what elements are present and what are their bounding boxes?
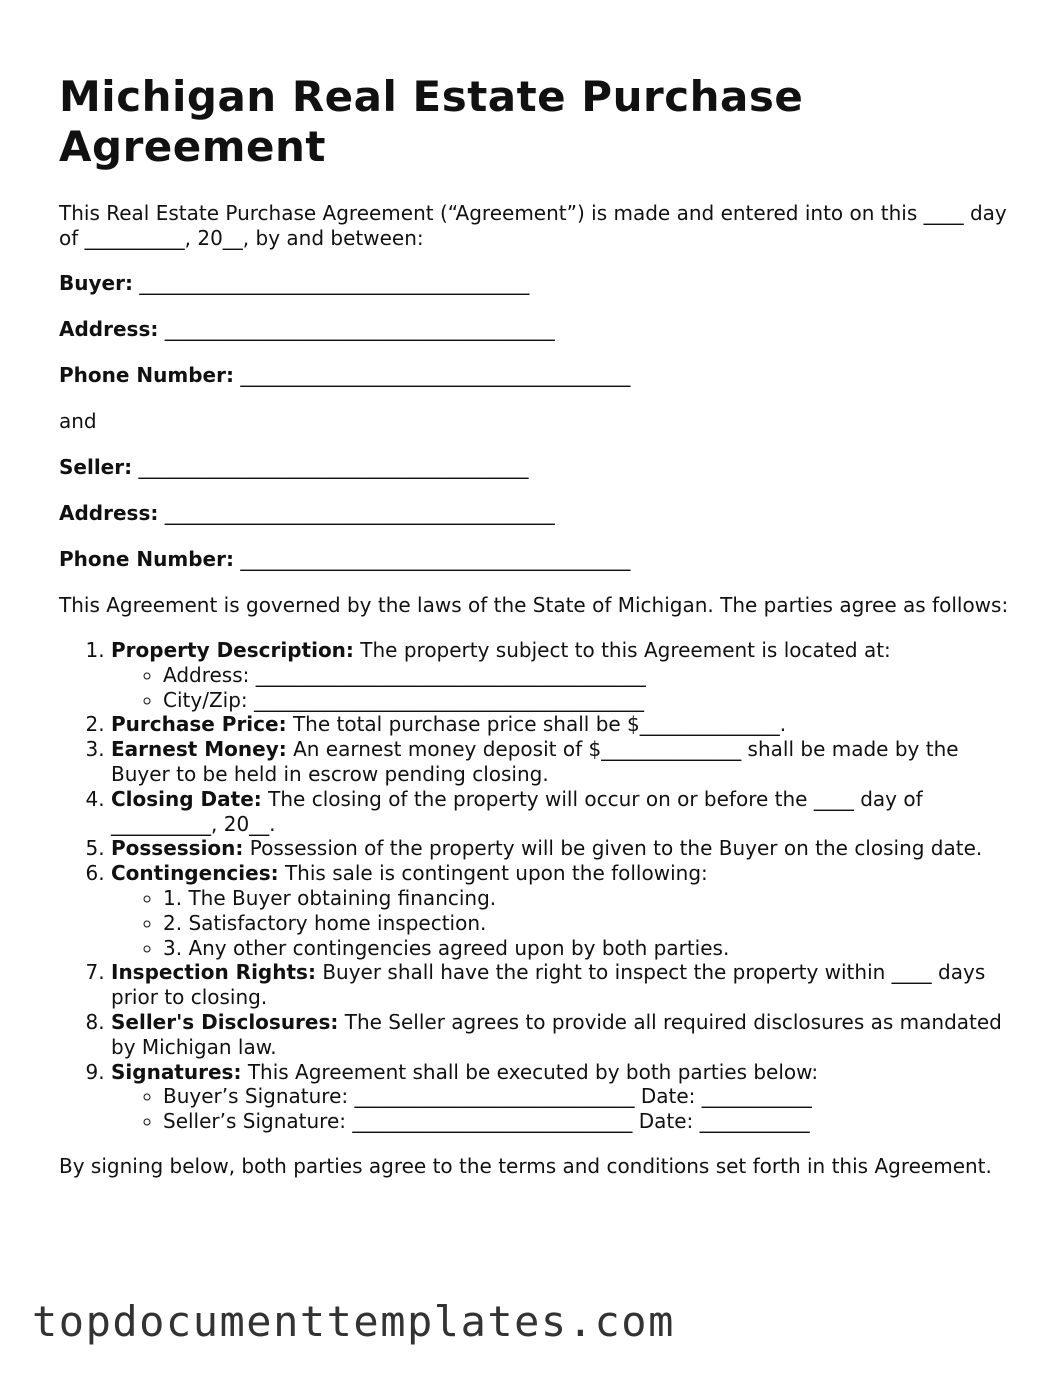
term-heading: Inspection Rights:: [111, 960, 316, 985]
page-title: Michigan Real Estate Purchase Agreement: [59, 72, 804, 171]
term-property-description: [111, 638, 1009, 712]
term-text: An earnest money deposit of $______________ shall be made by the Buyer to be held in escrow pending closing.: [111, 737, 959, 786]
term-heading: Contingencies:: [111, 861, 279, 886]
seller-signature-line: ◦ Seller’s Signature: ____________________________ Date: ___________: [163, 1109, 1009, 1134]
property-address-line: ◦ Address: _______________________________________: [163, 663, 1009, 688]
term-sublist: [111, 886, 1009, 960]
buyer-address-blank: _______________________________________: [164, 317, 555, 341]
buyer-address-label: Address:: [59, 317, 159, 341]
buyer-signature-line: ◦ Buyer’s Signature: ____________________________ Date: ___________: [163, 1084, 1009, 1109]
terms-list: [59, 638, 1009, 1134]
governed-paragraph: This Agreement is governed by the laws of the State of Michigan. The parties agree as follows:: [59, 593, 1009, 617]
seller-name-line: [59, 455, 1009, 480]
term-heading: Earnest Money:: [111, 737, 287, 762]
term-sublist: [111, 663, 1009, 713]
term-signatures: [111, 1060, 1009, 1134]
term-heading: Closing Date:: [111, 786, 262, 811]
closing-paragraph: By signing below, both parties agree to the terms and conditions set forth in this Agreement.: [59, 1153, 992, 1178]
buyer-name-label: Buyer:: [59, 271, 133, 295]
buyer-phone-blank: _______________________________________: [240, 363, 631, 387]
term-contingencies: [111, 861, 1009, 960]
term-inspection-rights: [111, 960, 1009, 1010]
seller-phone-blank: _______________________________________: [240, 547, 631, 571]
property-cityzip-line: ◦ City/Zip: _______________________________________: [163, 688, 1009, 713]
contingency-item: ◦ 2. Satisfactory home inspection.: [163, 911, 1009, 936]
buyer-address-line: [59, 317, 1009, 342]
term-text: Possession of the property will be given to the Buyer on the closing date.: [249, 836, 983, 861]
buyer-name-blank: _______________________________________: [139, 271, 530, 295]
term-text: The Seller agrees to provide all required disclosures as mandated by Michigan law.: [111, 1009, 1002, 1059]
buyer-phone-line: [59, 363, 1009, 388]
term-possession: [111, 836, 1009, 861]
term-text: The closing of the property will occur on or before the ____ day of __________, 20__.: [111, 786, 923, 836]
watermark: topdocumenttemplates.com: [32, 1297, 675, 1346]
seller-name-label: Seller:: [59, 455, 133, 479]
document-page: [59, 72, 1009, 1179]
term-text: The property subject to this Agreement is located at:: [360, 638, 891, 662]
intro-paragraph: This Real Estate Purchase Agreement (“Agreement”) is made and entered into on this ____ day of __________, 20__, by and between:: [59, 201, 1007, 250]
term-sublist: [111, 1084, 1009, 1134]
buyer-phone-label: Phone Number:: [59, 363, 234, 387]
buyer-name-line: [59, 271, 1009, 296]
term-earnest-money: [111, 737, 1009, 787]
term-text: This Agreement shall be executed by both parties below:: [247, 1059, 819, 1084]
seller-phone-label: Phone Number:: [59, 547, 234, 571]
seller-address-label: Address:: [59, 501, 159, 525]
contingency-item: ◦ 1. The Buyer obtaining financing.: [163, 886, 1009, 911]
contingency-item: ◦ 3. Any other contingencies agreed upon by both parties.: [163, 936, 1009, 961]
and-text: and: [59, 409, 97, 433]
term-closing-date: [111, 787, 1009, 837]
seller-phone-line: [59, 547, 1009, 572]
term-heading: Property Description:: [111, 638, 354, 662]
seller-name-blank: _______________________________________: [138, 455, 529, 479]
term-heading: Purchase Price:: [111, 712, 287, 737]
term-seller-disclosures: [111, 1010, 1009, 1060]
term-heading: Seller's Disclosures:: [111, 1009, 339, 1034]
term-text: The total purchase price shall be $______________.: [292, 712, 787, 737]
term-text: This sale is contingent upon the following:: [284, 861, 708, 886]
term-heading: Signatures:: [111, 1059, 242, 1084]
seller-address-blank: _______________________________________: [164, 501, 555, 525]
term-heading: Possession:: [111, 836, 244, 861]
term-purchase-price: [111, 712, 1009, 737]
seller-address-line: [59, 501, 1009, 526]
term-text: Buyer shall have the right to inspect the property within ____ days prior to closing.: [111, 960, 986, 1010]
